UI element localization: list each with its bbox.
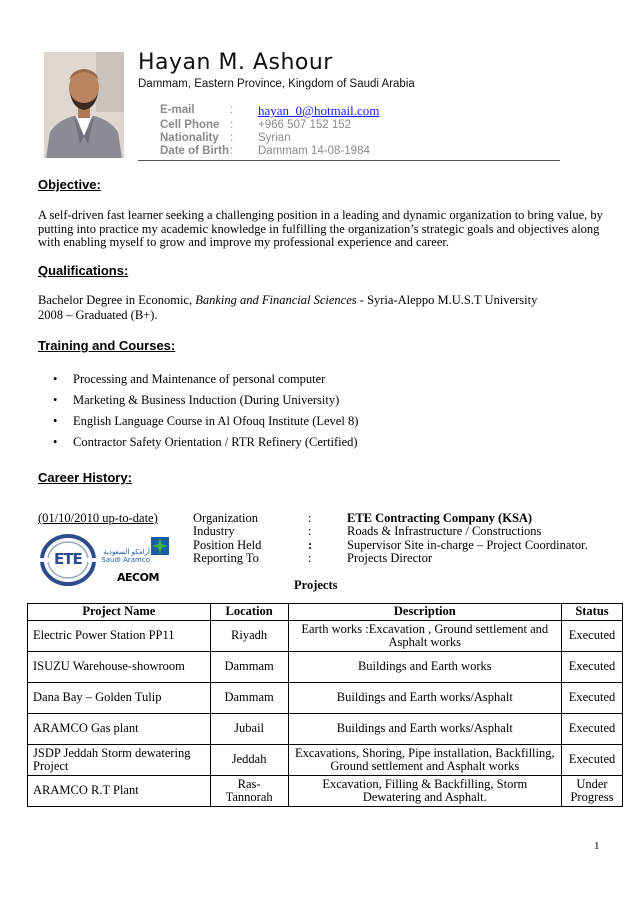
qualification-graduated: 2008 – Graduated (B+).	[38, 308, 158, 322]
objective-heading: Objective:	[38, 177, 101, 192]
project-location-cell: Dammam	[210, 683, 288, 714]
project-location-cell: Dammam	[210, 652, 288, 683]
project-description-cell: Excavations, Shoring, Pipe installation, Backfilling, Ground settlement and Asphalt works	[288, 745, 561, 776]
contact-row-dob	[0, 145, 638, 159]
career-colon: :	[308, 524, 312, 538]
career-value: Roads & Infrastructure / Constructions	[347, 524, 542, 538]
training-heading: Training and Courses:	[38, 338, 176, 353]
project-status-cell: Executed	[561, 745, 622, 776]
project-name-cell: Dana Bay – Golden Tulip	[28, 683, 211, 714]
aecom-logo: AECOM	[117, 571, 159, 584]
table-row	[28, 776, 623, 807]
project-name-cell: JSDP Jeddah Storm dewatering Project	[28, 745, 211, 776]
project-location-cell: Riyadh	[210, 621, 288, 652]
ete-logo-text: ETE	[54, 550, 82, 568]
project-description-cell: Earth works :Excavation , Ground settlement and Asphalt works	[288, 621, 561, 652]
contact-row-phone	[0, 119, 638, 133]
project-status-cell: Executed	[561, 683, 622, 714]
training-item: • Marketing & Business Induction (During University)	[56, 393, 339, 408]
ete-logo	[40, 534, 96, 586]
aramco-english-text: Saudi Aramco	[101, 556, 150, 564]
project-location-cell: Jubail	[210, 714, 288, 745]
project-description-cell: Buildings and Earth works/Asphalt	[288, 714, 561, 745]
project-name-cell: ISUZU Warehouse-showroom	[28, 652, 211, 683]
contact-colon: :	[230, 104, 234, 116]
project-name-cell: ARAMCO Gas plant	[28, 714, 211, 745]
table-header-row	[28, 604, 623, 621]
training-item: • Processing and Maintenance of personal computer	[56, 372, 325, 387]
aramco-arabic-text: أرامكو السعودية	[103, 548, 150, 556]
project-description-cell: Excavation, Filling & Backfilling, Storm Dewatering and Asphalt.	[288, 776, 561, 807]
career-label: Position Held	[193, 538, 262, 552]
email-link[interactable]: hayan_0@hotmail.com	[258, 103, 380, 118]
contact-label: Date of Birth	[160, 145, 229, 157]
project-name-cell: ARAMCO R.T Plant	[28, 776, 211, 807]
qualification-degree	[38, 294, 608, 308]
project-status-cell: Executed	[561, 714, 622, 745]
career-label: Industry	[193, 524, 235, 538]
table-row	[28, 683, 623, 714]
contact-row-email	[0, 104, 638, 120]
contact-colon: :	[230, 119, 234, 131]
contact-value: Syrian	[258, 132, 291, 144]
degree-field: Banking and Financial Sciences	[195, 293, 357, 307]
career-label: Organization	[193, 511, 259, 525]
training-item: • Contractor Safety Orientation / RTR Refinery (Certified)	[56, 435, 358, 450]
candidate-address: Dammam, Eastern Province, Kingdom of Saudi Arabia	[138, 78, 415, 90]
project-status-cell: Executed	[561, 652, 622, 683]
project-name-cell: Electric Power Station PP11	[28, 621, 211, 652]
project-location-cell: Jeddah	[210, 745, 288, 776]
table-row	[28, 621, 623, 652]
project-status-cell: Under Progress	[561, 776, 622, 807]
aramco-star-icon	[150, 536, 170, 556]
career-label: Reporting To	[193, 551, 259, 565]
aramco-logo	[100, 548, 150, 564]
column-header: Status	[561, 604, 622, 621]
qualifications-heading: Qualifications:	[38, 263, 129, 278]
projects-title: Projects	[294, 578, 338, 592]
contact-value: Dammam 14-08-1984	[258, 145, 370, 157]
table-row	[28, 652, 623, 683]
degree-university: - Syria-Aleppo M.U.S.T University	[359, 293, 538, 307]
contact-colon: :	[230, 145, 234, 157]
table-row	[28, 745, 623, 776]
contact-colon: :	[230, 132, 234, 144]
project-description-cell: Buildings and Earth works	[288, 652, 561, 683]
column-header: Project Name	[28, 604, 211, 621]
page-number: 1	[594, 840, 600, 852]
training-item: • English Language Course in Al Ofouq Institute (Level 8)	[56, 414, 358, 429]
candidate-name: Hayan M. Ashour	[138, 50, 333, 75]
career-value: Supervisor Site in-charge – Project Coordinator.	[347, 538, 588, 552]
column-header: Location	[210, 604, 288, 621]
table-row	[28, 714, 623, 745]
objective-text: A self-driven fast learner seeking a challenging position in a leading and dynamic organization to bring value, by putting into practice my academic knowledge in fulfilling the organization’s strategic goals and objectives along with enabling myself to grow and improve my professional experience and career.	[38, 208, 603, 249]
career-colon: :	[308, 511, 312, 525]
projects-table	[27, 603, 623, 807]
contact-label: Cell Phone	[160, 119, 220, 131]
project-description-cell: Buildings and Earth works/Asphalt	[288, 683, 561, 714]
contact-label: Nationality	[160, 132, 219, 144]
project-status-cell: Executed	[561, 621, 622, 652]
career-value: Projects Director	[347, 551, 433, 565]
career-value: ETE Contracting Company (KSA)	[347, 511, 533, 525]
contact-label: E-mail	[160, 104, 195, 116]
career-period: (01/10/2010 up-to-date)	[38, 511, 158, 525]
header-divider	[138, 160, 560, 161]
degree-text: Bachelor Degree in Economic,	[38, 293, 193, 307]
column-header: Description	[288, 604, 561, 621]
contact-value: +966 507 152 152	[258, 119, 352, 131]
project-location-cell: Ras-Tannorah	[210, 776, 288, 807]
career-colon: :	[308, 551, 312, 565]
career-heading: Career History:	[38, 470, 132, 485]
career-colon: :	[308, 538, 313, 552]
contact-row-nationality	[0, 132, 638, 146]
